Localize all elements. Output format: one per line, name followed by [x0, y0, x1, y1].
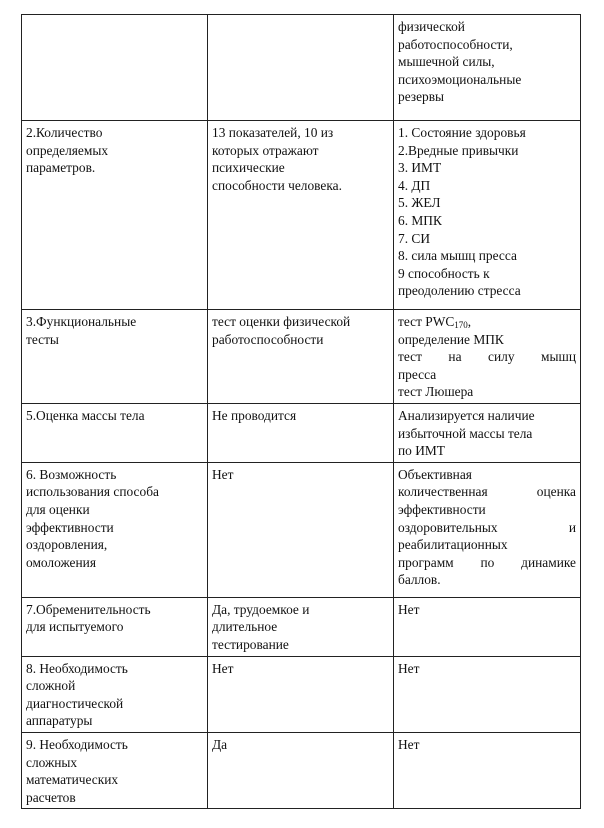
- cell-line: тест на силу мышц: [398, 349, 576, 365]
- cell-line: определение МПК: [398, 331, 504, 347]
- cell-line: использования способа: [26, 484, 159, 500]
- cell-criterion: [22, 403, 208, 462]
- cell-proposed: [394, 15, 581, 121]
- table-row: [22, 15, 581, 121]
- cell-line: 2.Вредные привычки: [398, 142, 519, 158]
- cell-line: Анализируется наличие: [398, 407, 535, 423]
- table-row: [22, 732, 581, 808]
- cell-prototype: [208, 310, 394, 404]
- cell-line: диагностической: [26, 695, 124, 711]
- cell-line: по ИМТ: [398, 443, 445, 459]
- cell-line: пресса: [398, 366, 437, 382]
- cell-line: резервы: [398, 89, 445, 105]
- cell-proposed: [394, 310, 581, 404]
- cell-criterion: [22, 597, 208, 656]
- cell-line: Да, трудоемкое и: [212, 601, 310, 617]
- cell-line: Нет: [212, 660, 234, 676]
- cell-line: 5.Оценка массы тела: [26, 407, 145, 423]
- cell-line: 5. ЖЕЛ: [398, 195, 441, 211]
- cell-line: реабилитационных: [398, 537, 508, 553]
- cell-prototype: [208, 403, 394, 462]
- cell-line: математических: [26, 772, 119, 788]
- cell-line: 3. ИМТ: [398, 160, 442, 176]
- cell-line: тест оценки физической: [212, 314, 351, 329]
- cell-proposed: [394, 597, 581, 656]
- cell-line: сложных: [26, 754, 78, 770]
- cell-line: омоложения: [26, 554, 96, 570]
- cell-line: избыточной массы тела: [398, 425, 533, 441]
- cell-line: мышечной силы,: [398, 54, 495, 70]
- cell-line: 7.Обременительность: [26, 601, 151, 617]
- cell-line: баллов.: [398, 572, 441, 588]
- cell-line: оздоровления,: [26, 537, 108, 553]
- cell-line: 4. ДП: [398, 177, 431, 193]
- cell-line: Нет: [212, 466, 234, 482]
- cell-criterion: [22, 462, 208, 597]
- cell-line: психические: [212, 160, 285, 176]
- cell-line: работоспособности: [212, 331, 324, 347]
- cell-line: Не проводится: [212, 407, 297, 423]
- cell-line: 6. МПК: [398, 212, 442, 228]
- cell-line-pwc: [398, 313, 576, 331]
- cell-criterion: [22, 732, 208, 808]
- cell-line: 2.Количество: [26, 125, 103, 140]
- cell-line: работоспособности,: [398, 36, 513, 52]
- cell-line: длительное: [212, 619, 278, 635]
- cell-line: 9 способность к: [398, 265, 490, 281]
- cell-prototype: [208, 121, 394, 310]
- cell-line: 13 показателей, 10 из: [212, 125, 334, 140]
- cell-line: программ по динамике: [398, 554, 576, 570]
- cell-line: сложной: [26, 678, 76, 694]
- cell-line: тестирование: [212, 636, 289, 652]
- cell-line: 7. СИ: [398, 230, 430, 246]
- cell-line: 1. Состояние здоровья: [398, 125, 526, 140]
- table-row: [22, 597, 581, 656]
- pwc-suffix: ,: [467, 314, 472, 329]
- cell-line: тесты: [26, 331, 59, 347]
- cell-prototype: [208, 656, 394, 732]
- cell-proposed: [394, 462, 581, 597]
- cell-proposed: [394, 403, 581, 462]
- cell-line: эффективности: [26, 519, 114, 535]
- cell-criterion: [22, 310, 208, 404]
- pwc-subscript: 170: [454, 320, 468, 330]
- cell-criterion: [22, 656, 208, 732]
- cell-line: 8. Необходимость: [26, 660, 128, 676]
- cell-proposed: [394, 121, 581, 310]
- cell-line: аппаратуры: [26, 713, 93, 729]
- cell-line: оздоровительных и: [398, 519, 576, 535]
- comparison-table: [21, 14, 581, 809]
- cell-line: 6. Возможность: [26, 466, 117, 482]
- table-row: [22, 121, 581, 310]
- table-row: [22, 462, 581, 597]
- cell-line: преодолению стресса: [398, 283, 521, 299]
- cell-line: количественная оценка: [398, 484, 576, 500]
- cell-line: для испытуемого: [26, 619, 124, 635]
- cell-line: Нет: [398, 736, 420, 752]
- cell-line: эффективности: [398, 501, 486, 517]
- cell-line: 9. Необходимость: [26, 736, 128, 752]
- cell-line: определяемых: [26, 142, 109, 158]
- cell-line: параметров.: [26, 160, 96, 176]
- cell-line: для оценки: [26, 501, 90, 517]
- cell-line: способности человека.: [212, 177, 342, 193]
- pwc-prefix: тест PWC: [398, 314, 455, 329]
- table-row: [22, 310, 581, 404]
- cell-criterion: [22, 121, 208, 310]
- cell-line: Да: [212, 736, 228, 752]
- cell-criterion: [22, 15, 208, 121]
- cell-line: физической: [398, 19, 465, 34]
- cell-prototype: [208, 597, 394, 656]
- cell-line: тест Люшера: [398, 384, 474, 400]
- cell-line: Нет: [398, 601, 420, 617]
- cell-line: расчетов: [26, 789, 76, 805]
- cell-line: которых отражают: [212, 142, 319, 158]
- cell-line: Нет: [398, 660, 420, 676]
- cell-prototype: [208, 462, 394, 597]
- cell-line: 3.Функциональные: [26, 314, 137, 329]
- cell-proposed: [394, 732, 581, 808]
- cell-proposed: [394, 656, 581, 732]
- cell-line: 8. сила мышц пресса: [398, 248, 517, 264]
- table-row: [22, 656, 581, 732]
- table-row: [22, 403, 581, 462]
- cell-line: психоэмоциональные: [398, 71, 522, 87]
- cell-prototype: [208, 15, 394, 121]
- cell-prototype: [208, 732, 394, 808]
- cell-line: Объективная: [398, 466, 472, 482]
